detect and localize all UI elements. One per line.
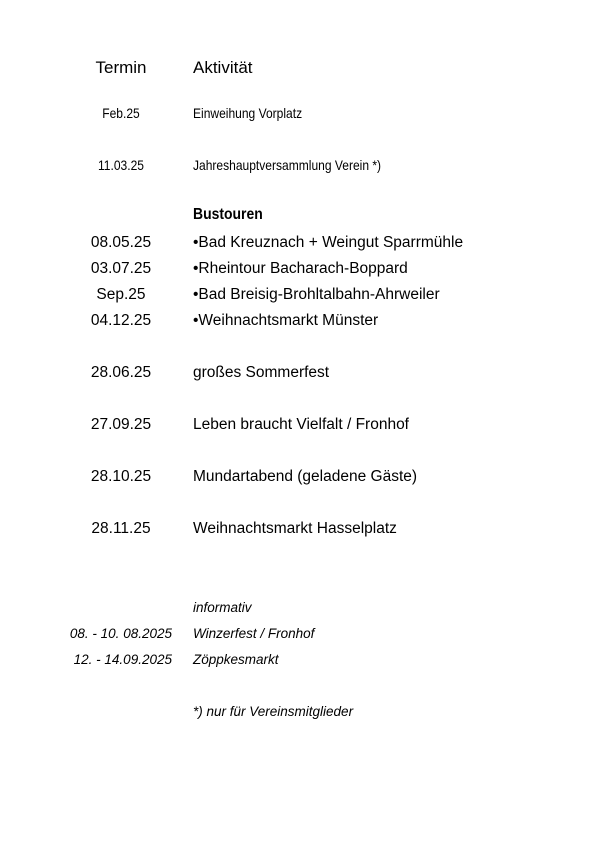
event-row [0,364,595,388]
event-date: 28.10.25 [90,468,152,485]
event-row [0,520,595,544]
informativ-row [0,626,595,650]
event-date: 11.03.25 [98,157,144,173]
footnote: *) nur für Vereinsmitglieder [193,704,354,719]
informativ-heading: informativ [193,600,252,615]
bustour-row [0,286,595,310]
informativ-activity: Winzerfest / Fronhof [193,626,315,641]
informativ-heading-row [0,600,595,624]
bustour-activity: •Bad Kreuznach + Weingut Sparrmühle [193,234,464,251]
table-header [0,58,595,82]
bustour-date: 03.07.25 [90,260,152,277]
event-date: 28.06.25 [90,364,152,381]
informativ-date: 08. - 10. 08.2025 [69,626,172,641]
event-activity: Weihnachtsmarkt Hasselplatz [193,520,397,537]
informativ-date: 12. - 14.09.2025 [73,652,172,667]
footnote-row [0,704,595,728]
event-row [0,416,595,440]
bustour-activity: •Weihnachtsmarkt Münster [193,312,379,329]
bustour-activity: •Bad Breisig-Brohltalbahn-Ahrweiler [193,286,440,303]
event-date: 27.09.25 [90,416,152,433]
bustour-row [0,260,595,284]
event-activity: Leben braucht Vielfalt / Fronhof [193,416,409,433]
event-activity: Einweihung Vorplatz [193,105,303,121]
informativ-activity: Zöppkesmarkt [193,652,279,667]
bustour-date: Sep.25 [96,286,146,303]
bustours-heading: Bustouren [193,206,263,223]
bustour-activity: •Rheintour Bacharach-Boppard [193,260,408,277]
aktivitaet-header: Aktivität [193,58,253,77]
event-activity: Mundartabend (geladene Gäste) [193,468,418,485]
bustour-row [0,312,595,336]
event-date: Feb.25 [102,105,140,121]
event-row [0,157,595,181]
event-activity: großes Sommerfest [193,364,330,381]
bustour-date: 08.05.25 [90,234,152,251]
bustour-row [0,234,595,258]
event-row [0,468,595,492]
bustours-heading-row [0,206,595,230]
bustour-date: 04.12.25 [90,312,152,329]
event-row [0,105,595,129]
informativ-row [0,652,595,676]
event-date: 28.11.25 [91,520,151,537]
termin-header: Termin [95,58,147,77]
event-activity: Jahreshauptversammlung Verein *) [193,157,382,173]
